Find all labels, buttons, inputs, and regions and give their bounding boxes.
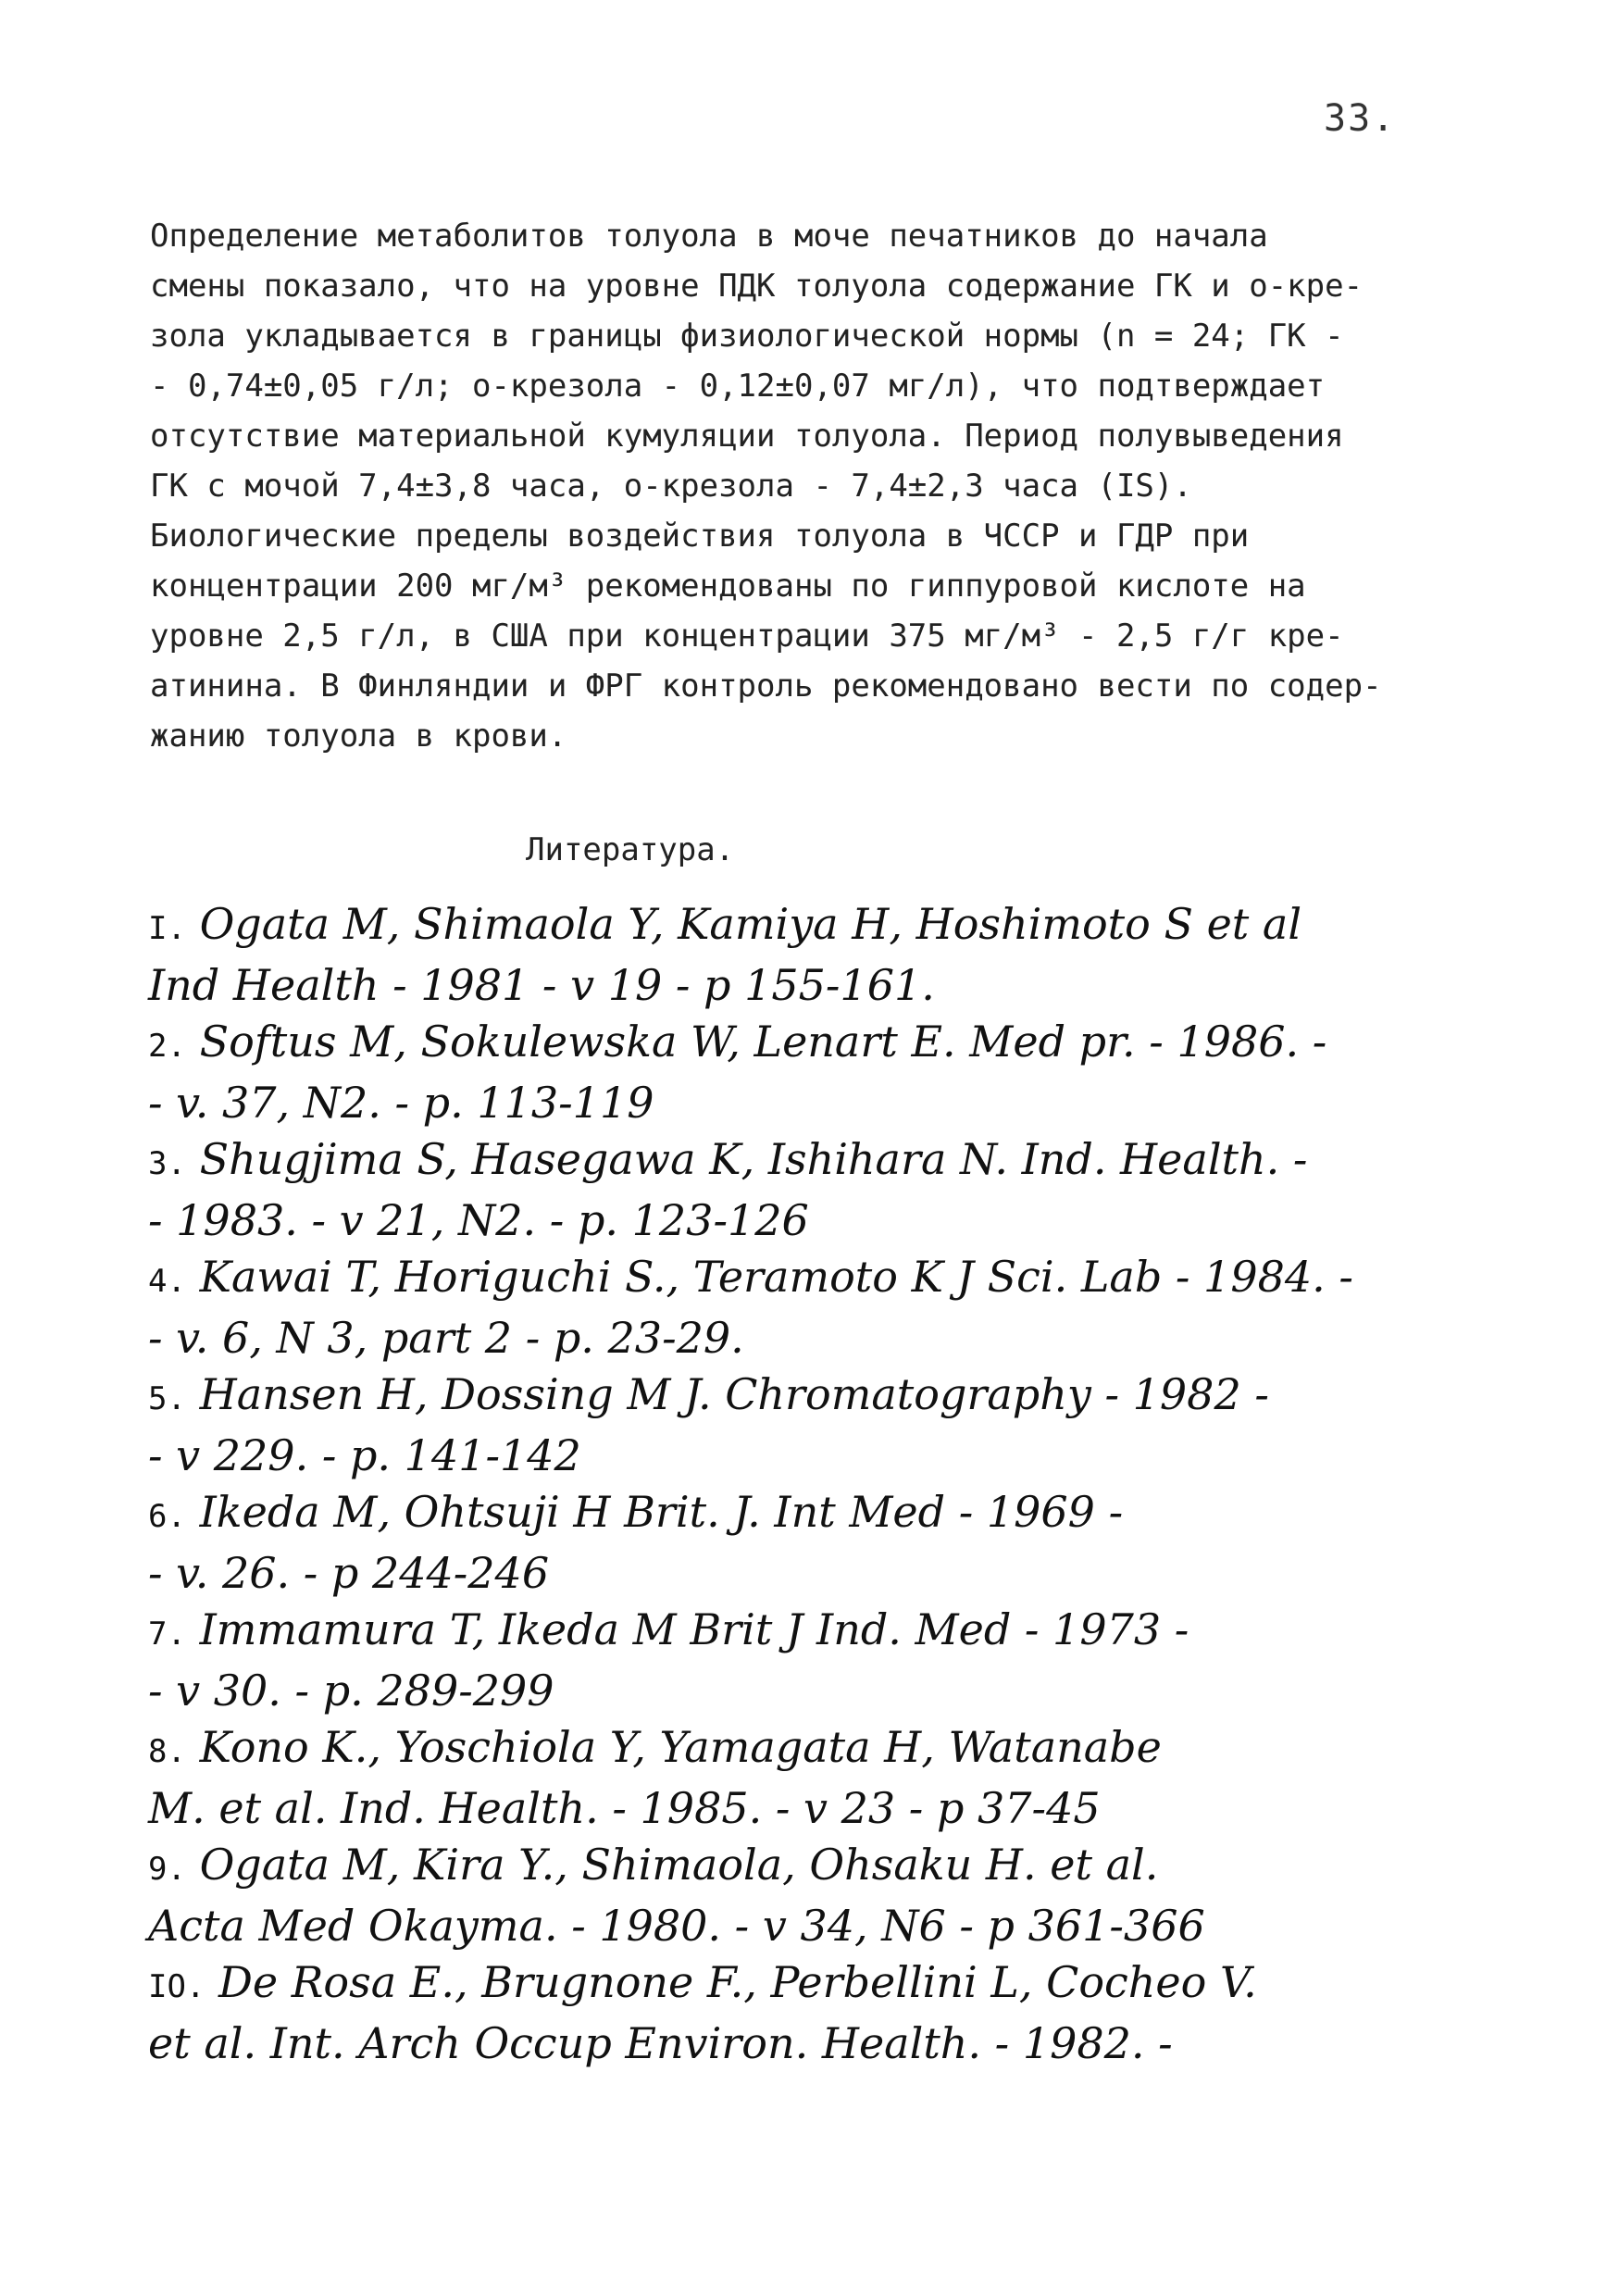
reference-text: Kono K., Yoschiola Y, Yamagata H, Watanabe — [199, 1722, 1162, 1772]
reference-text: Softus M, Sokulewska W, Lenart E. Med pr. - 1986. - — [199, 1017, 1327, 1067]
reference-text: Ind Health - 1981 - v 19 - p 155-161. — [148, 960, 935, 1010]
reference-text: - v 229. - p. 141-142 — [148, 1430, 581, 1480]
reference-item — [148, 1719, 1490, 1837]
reference-item — [148, 1131, 1490, 1249]
reference-item — [148, 1249, 1490, 1366]
body-line: концентрации 200 мг/м³ рекомендованы по гиппуровой кислоте на — [150, 568, 1306, 605]
reference-text: Kawai T, Horiguchi S., Teramoto K J Sci. Lab - 1984. - — [199, 1252, 1353, 1302]
reference-text: Ikeda M, Ohtsuji H Brit. J. Int Med - 1969 - — [199, 1487, 1124, 1537]
reference-text: - v. 6, N 3, part 2 - p. 23-29. — [148, 1313, 744, 1363]
reference-text: Ogata M, Kira Y., Shimaola, Ohsaku H. et al. — [199, 1840, 1159, 1890]
reference-number: 9. — [148, 1851, 186, 1888]
reference-number: I. — [148, 910, 186, 947]
reference-number: 8. — [148, 1733, 186, 1770]
body-line: уровне 2,5 г/л, в США при концентрации 375 мг/м³ - 2,5 г/г кре- — [150, 618, 1344, 655]
reference-list — [148, 896, 1490, 2072]
reference-item — [148, 1954, 1490, 2072]
reference-text: Ogata M, Shimaola Y, Kamiya H, Hoshimoto S et al — [199, 899, 1302, 949]
reference-number: 4. — [148, 1263, 186, 1300]
reference-number: 5. — [148, 1380, 186, 1417]
reference-text: M. et al. Ind. Health. - 1985. - v 23 - p 37-45 — [148, 1783, 1101, 1833]
reference-text: Immamura T, Ikeda M Brit J Ind. Med - 1973 - — [199, 1604, 1189, 1654]
reference-item — [148, 896, 1490, 1014]
body-line: зола укладывается в границы физиологической нормы (n = 24; ГК - — [150, 318, 1344, 355]
reference-item — [148, 1014, 1490, 1131]
reference-number: 2. — [148, 1028, 186, 1065]
reference-text: Hansen H, Dossing M J. Chromatography - 1982 - — [199, 1369, 1269, 1419]
reference-text: - 1983. - v 21, N2. - p. 123-126 — [148, 1195, 809, 1245]
reference-text: De Rosa E., Brugnone F., Perbellini L, Cocheo V. — [218, 1957, 1257, 2007]
reference-text: Shugjima S, Hasegawa K, Ishihara N. Ind. Health. - — [199, 1134, 1308, 1184]
reference-number: 6. — [148, 1498, 186, 1535]
reference-item — [148, 1366, 1490, 1484]
body-line: ГК с мочой 7,4±3,8 часа, о-крезола - 7,4±2,3 часа (IS). — [150, 468, 1192, 505]
body-line: жанию толуола в крови. — [150, 718, 567, 755]
reference-number: 3. — [148, 1145, 186, 1182]
reference-text: Acta Med Okayma. - 1980. - v 34, N6 - p 361-366 — [148, 1901, 1205, 1951]
reference-text: - v 30. - p. 289-299 — [148, 1666, 554, 1716]
reference-number: IO. — [148, 1968, 205, 2005]
reference-text: et al. Int. Arch Occup Environ. Health. - 1982. - — [148, 2018, 1173, 2068]
body-line: отсутствие материальной кумуляции толуола. Период полувыведения — [150, 418, 1344, 455]
body-line: - 0,74±0,05 г/л; о-крезола - 0,12±0,07 мг/л), что подтверждает — [150, 368, 1326, 405]
body-line: Определение метаболитов толуола в моче печатников до начала — [150, 218, 1268, 255]
body-line: Биологические пределы воздействия толуола в ЧССР и ГДР при — [150, 518, 1250, 555]
body-text — [150, 211, 1437, 761]
reference-number: 7. — [148, 1616, 186, 1653]
reference-item — [148, 1484, 1490, 1602]
literature-heading: Литература. — [526, 831, 735, 868]
reference-item — [148, 1602, 1490, 1719]
reference-item — [148, 1837, 1490, 1954]
reference-text: - v. 37, N2. - p. 113-119 — [148, 1078, 654, 1128]
reference-text: - v. 26. - p 244-246 — [148, 1548, 550, 1598]
body-line: атинина. В Финляндии и ФРГ контроль рекомендовано вести по содер- — [150, 668, 1382, 705]
body-line: смены показало, что на уровне ПДК толуола содержание ГК и о-кре- — [150, 268, 1364, 305]
page-number: 33. — [1324, 97, 1397, 140]
